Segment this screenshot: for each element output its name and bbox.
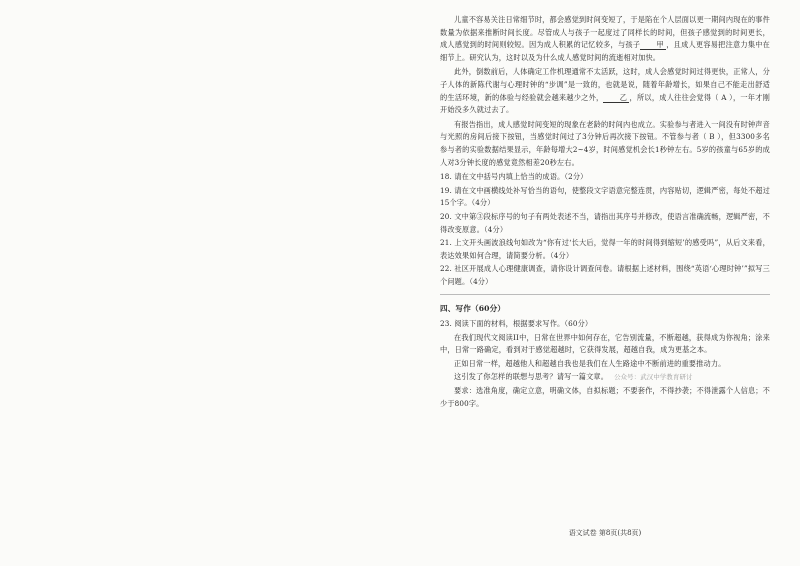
prompt-text: 这引发了你怎样的联想与思考？请写一篇文章。 bbox=[454, 372, 609, 382]
exam-page-right bbox=[440, 14, 770, 534]
passage-paragraph-2 bbox=[440, 66, 770, 116]
writing-prompt bbox=[440, 371, 770, 384]
passage-paragraph-3: 有报告指出，成人感觉时间变短的现象在老龄的时间内也成立。实验参与者进入一间没有时钟声音与光照的房间后接下按钮，当感觉时间过了3分钟后再次接下按钮。不管参与者（ B ），但3300多名参与者的实验数据结果显示，年龄每增大2~4岁，时间感觉机会长1秒钟左右。5岁的孩童与65岁的成人对3分钟长度的感觉竟然相差20秒左右。 bbox=[440, 119, 770, 167]
section-title-writing: 四、写作（60分） bbox=[440, 304, 506, 314]
watermark-text: 公众号：武汉中学教育研讨 bbox=[614, 373, 693, 382]
paragraph-text: ，且成人更容易把注意力集中在细节上。研究认为，这时以及为什么成人感觉时间的流逝相对加快。 bbox=[440, 40, 770, 62]
question-21: 21. 上文开头画波浪线句如改为“你有过‘长大后，觉得一年的时间得到缩短’的感受吗”，从后文来看，表达效果如何合理，请简要分析。（4分） bbox=[440, 238, 770, 260]
blank-yi: 乙 bbox=[603, 93, 629, 103]
paragraph-text: 此外，倒数前后，人体确定工作机理通常不太活跃，这时，成人会感觉时间过得更快，正常人，分子人体的新陈代谢与心理时钟的“步调”是一致的，也就是说，随着年龄增长，如果自己不能走出舒适的生活环境，新 bbox=[440, 67, 770, 102]
question-list bbox=[440, 171, 770, 288]
paragraph-text: 儿童不容易关注日常细节时，都会感觉到时间变短了，于是陷在个人层面以更一期间内现在的事件数量为依据来推断时间长度。尽管成人与孩子一起度过了同样长的时间，但孩子感觉到的时间更长，成人感觉到的时间则较短。因为成人积累的记忆较多，与孩子 bbox=[440, 15, 770, 50]
question-19: 19. 请在文中画横线处补写恰当的语句，使整段文字语意完整连贯，内容贴切，逻辑严密，每处不超过15个字。（4分） bbox=[440, 185, 770, 208]
question-18: 18. 请在文中括号内填上恰当的成语。（2分） bbox=[440, 172, 588, 182]
writing-requirements: 要求：选准角度，确定立意，明确文体，自拟标题；不要套作，不得抄袭；不得泄露个人信息；不少于800字。 bbox=[440, 386, 770, 408]
writing-material-1: 在我们现代文阅读II中，日常在世界中如何存在，它告别流量，不断超越，获得成为你视角；涂来中，日常一路确定，看到对于感觉超越时，它获得发展，超越自我，成为更基之本。 bbox=[440, 332, 770, 355]
passage-paragraph-1 bbox=[440, 14, 770, 64]
paragraph-text: ，所以，成人往往会觉得（ A ），一年才刚开始没多久就过去了。 bbox=[440, 92, 770, 115]
page-footer: 语文试卷 第8页(共8页) bbox=[568, 529, 642, 537]
paragraph-text: 的体验与经验就会越来越少之外， bbox=[492, 92, 604, 102]
question-23: 23. 阅读下面的材料，根据要求写作。（60分） bbox=[440, 319, 593, 329]
question-22: 22. 社区开展成人心理健康调查，请你设计调查问卷。请根据上述材料，围绕“英语‘心理时钟’”拟写三个问题。（4分） bbox=[440, 264, 770, 286]
section-divider bbox=[440, 294, 770, 295]
blank-jia: 甲 bbox=[640, 40, 666, 50]
writing-material-2: 正如日常一样，超越他人和超越自我也是我们在人生路途中不断前进的重要推动力。 bbox=[454, 358, 726, 368]
question-20: 20. 文中第③段标序号的句子有两处表述不当，请指出其序号并修改，使语言准确流畅，逻辑严密，不得改变原意。（4分） bbox=[440, 211, 770, 234]
